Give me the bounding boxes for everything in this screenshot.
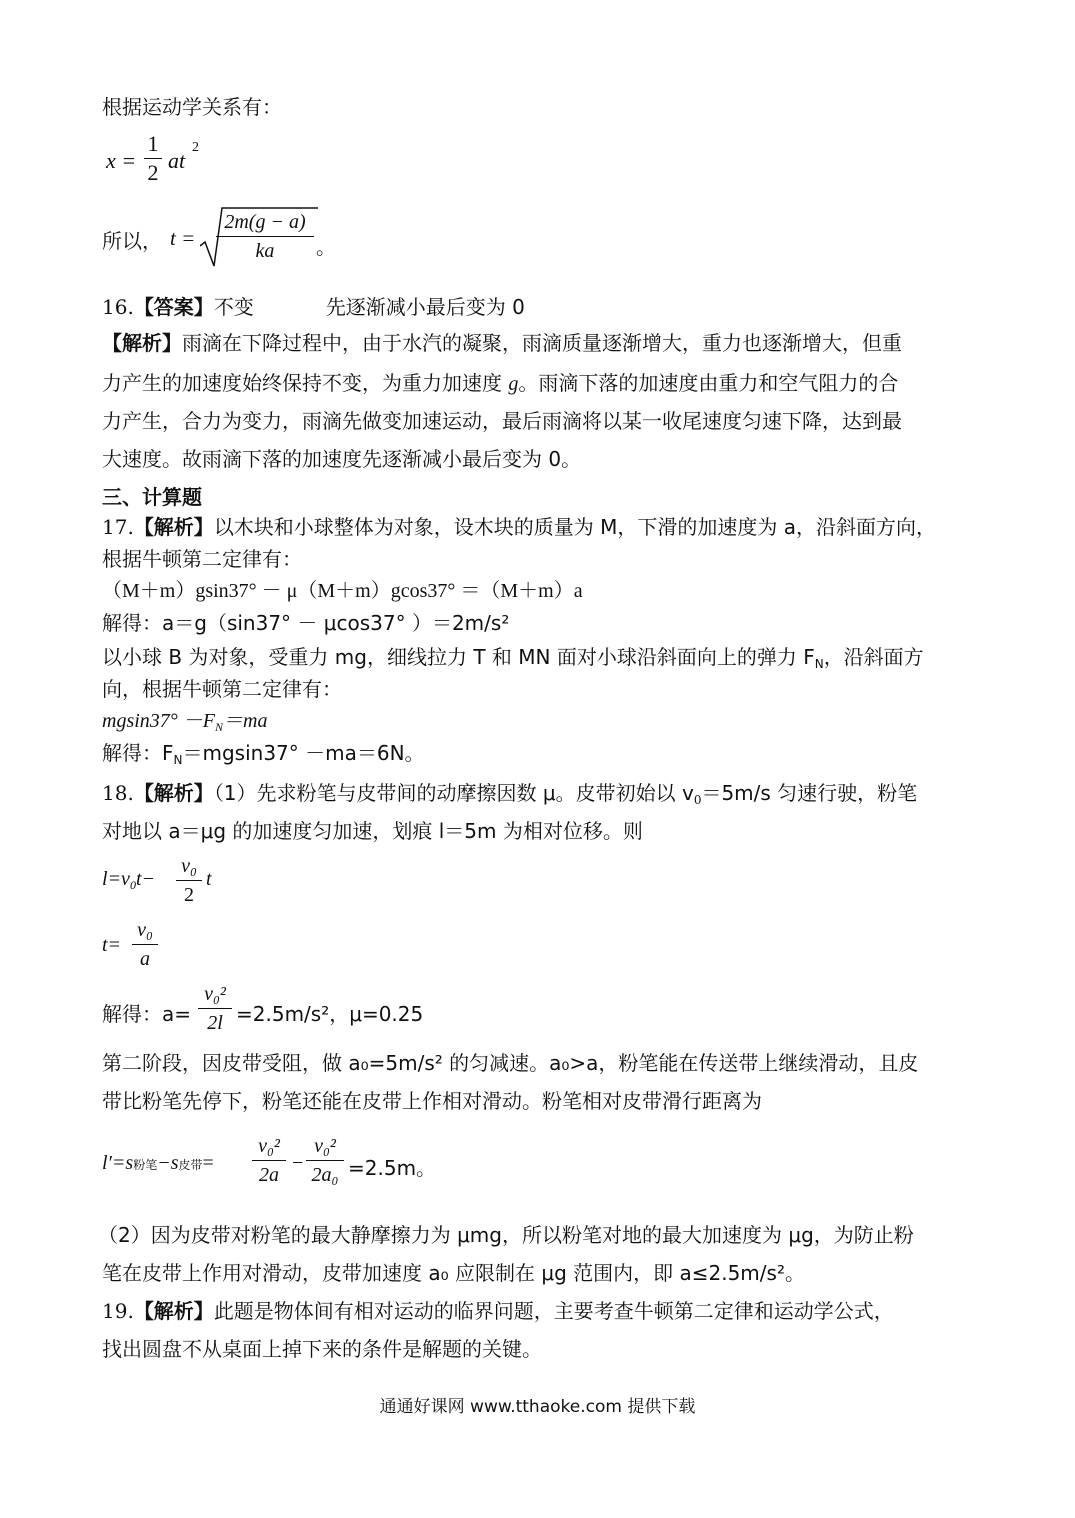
q16-answer-line — [102, 294, 525, 320]
fraction — [306, 1134, 344, 1187]
explanation-tag: 【解析】 — [102, 331, 182, 355]
q17-equation — [102, 740, 425, 766]
subscript: 粉笔 — [133, 1158, 158, 1172]
q18-equation-3 — [102, 982, 522, 1042]
q18-line: 对地以 a＝μg 的加速度匀加速，划痕 l＝5m 为相对位移。则 — [102, 819, 643, 843]
formula-x-fraction — [144, 132, 162, 185]
fraction — [252, 1134, 286, 1187]
q17-number: 17. — [102, 515, 134, 539]
equation-text: mgsin37° －F — [102, 710, 215, 732]
formula-t-numerator: 2m(g − a) — [224, 211, 306, 233]
equation-text: ＝mgsin37° －ma＝6N。 — [182, 741, 425, 765]
q17-equation — [102, 708, 267, 734]
formula-x — [106, 132, 306, 192]
equation-text: ＝ma — [223, 710, 268, 732]
q18-equation-4 — [102, 1134, 522, 1196]
q19-line — [102, 1298, 894, 1324]
symbol-g: g — [508, 373, 519, 395]
equation-text: 解得：a= — [102, 1002, 192, 1026]
q16-explanation-line: 大速度。故雨滴下落的加速度先逐渐减小最后变为 0。 — [102, 447, 582, 471]
q16-answer-1: 不变 — [213, 295, 254, 319]
formula-x-rhs: at — [168, 148, 186, 173]
formula-t — [170, 206, 340, 270]
q16-explanation-line — [102, 370, 898, 397]
q18-equation-2 — [102, 918, 222, 974]
page-footer: 通通好课网 www.tthaoke.com 提供下载 — [379, 1397, 696, 1417]
equation-text: l′=s — [102, 1152, 134, 1174]
fraction — [132, 918, 158, 971]
subscript: 0 — [129, 878, 136, 892]
denominator: 2 — [184, 884, 194, 906]
paragraph-text: 以小球 B 为对象，受重力 mg，细线拉力 T 和 MN 面对小球沿斜面向上的弹力 F — [102, 645, 815, 669]
denominator: 2l — [207, 1012, 223, 1034]
paragraph-text: 力产生的加速度始终保持不变，为重力加速度 — [102, 371, 509, 395]
paragraph-text: （1）先求粉笔与皮带间的动摩擦因数 μ。皮带初始以 v — [213, 781, 694, 805]
q17-line — [102, 644, 924, 670]
formula-x-exponent: 2 — [192, 140, 199, 155]
subscript: N — [215, 720, 224, 734]
formula-x-denominator: 2 — [147, 160, 159, 185]
q16-explanation-line — [102, 330, 902, 356]
equation-text: 解得：F — [102, 741, 174, 765]
numerator: v₀² — [204, 983, 226, 1005]
q18-line — [102, 780, 917, 806]
paragraph-text: 此题是物体间有相对运动的临界问题，主要考查牛顿第二定律和运动学公式， — [213, 1299, 894, 1323]
subscript: N — [173, 753, 183, 767]
q18-line: （2）因为皮带对粉笔的最大静摩擦力为 μmg，所以粉笔对地的最大加速度为 μg，为防止粉 — [98, 1223, 914, 1247]
q18-line: 带比粉笔先停下，粉笔还能在皮带上作相对滑动。粉笔相对皮带滑行距离为 — [102, 1089, 762, 1113]
explanation-tag: 【解析】 — [133, 781, 214, 805]
denominator: 2a — [259, 1164, 279, 1186]
q17-equation: （M＋m）gsin37° － μ（M＋m）gcos37° ＝（M＋m）a — [102, 580, 583, 602]
formula-t-lhs: t = — [170, 226, 196, 250]
text-line: 根据运动学关系有： — [102, 95, 282, 119]
equation-text: − — [292, 1152, 304, 1174]
q17-line: 根据牛顿第二定律有： — [102, 547, 302, 571]
numerator: v₀ — [137, 919, 153, 941]
equation-text: =2.5m/s²，μ=0.25 — [236, 1002, 424, 1026]
equation-text: t= — [102, 934, 122, 956]
text-period: 。 — [316, 235, 336, 259]
paragraph-text: ＝5m/s 匀速行驶，粉笔 — [701, 781, 918, 805]
denominator: 2a₀ — [311, 1164, 339, 1186]
formula-t-fraction — [216, 210, 314, 263]
fraction — [176, 854, 202, 907]
equation-text: =2.5m。 — [348, 1156, 437, 1180]
q18-line: 第二阶段，因皮带受阻，做 a₀=5m/s² 的匀减速。a₀>a，粉笔能在传送带上继续滑动，且皮 — [102, 1051, 919, 1075]
q18-line: 笔在皮带上作用对滑动，皮带加速度 a₀ 应限制在 μg 范围内，即 a≤2.5m/s²。 — [102, 1261, 805, 1285]
q17-equation: 解得：a＝g（sin37° － μcos37° ）＝2m/s² — [102, 611, 510, 635]
formula-x-numerator: 1 — [147, 131, 159, 156]
text-so: 所以， — [102, 229, 162, 253]
numerator: v₀² — [258, 1135, 280, 1157]
q19-line: 找出圆盘不从桌面上掉下来的条件是解题的关键。 — [102, 1337, 542, 1361]
equation-text: t− — [135, 868, 155, 890]
section-heading: 三、计算题 — [102, 485, 202, 509]
equation-text: = — [202, 1152, 214, 1174]
subscript: 皮带 — [178, 1158, 203, 1172]
equation-text: l=v — [102, 868, 130, 890]
paragraph-text: ，沿斜面方 — [823, 645, 924, 669]
formula-t-denominator: ka — [255, 240, 275, 262]
paragraph-text: 以木块和小球整体为对象，设木块的质量为 M，下滑的加速度为 a，沿斜面方向， — [213, 515, 937, 539]
numerator: v₀² — [314, 1135, 336, 1157]
q16-explanation-line: 力产生，合力为变力，雨滴先做变加速运动，最后雨滴将以某一收尾速度匀速下降，达到最 — [102, 409, 902, 433]
fraction — [198, 982, 232, 1035]
paragraph-text: 雨滴在下降过程中，由于水汽的凝聚，雨滴质量逐渐增大，重力也逐渐增大，但重 — [182, 331, 902, 355]
equation-text: t — [206, 868, 212, 890]
q16-answer-2: 先逐渐减小最后变为 0 — [325, 295, 525, 319]
q16-number: 16. — [102, 295, 134, 319]
q17-line — [102, 514, 936, 540]
denominator: a — [140, 948, 150, 970]
explanation-tag: 【解析】 — [133, 1299, 214, 1323]
paragraph-text: 。雨滴下落的加速度由重力和空气阻力的合 — [518, 371, 899, 395]
formula-x-lhs: x = — [106, 148, 137, 173]
q18-number: 18. — [102, 781, 134, 805]
q19-number: 19. — [102, 1299, 134, 1323]
explanation-tag: 【解析】 — [133, 515, 214, 539]
subscript: N — [814, 657, 824, 671]
subscript: 0 — [693, 793, 702, 807]
equation-text: −s — [157, 1152, 179, 1174]
numerator: v₀ — [181, 855, 197, 877]
q17-line: 向，根据牛顿第二定律有： — [102, 677, 342, 701]
q18-equation-1 — [102, 854, 302, 910]
answer-tag: 【答案】 — [133, 295, 214, 319]
